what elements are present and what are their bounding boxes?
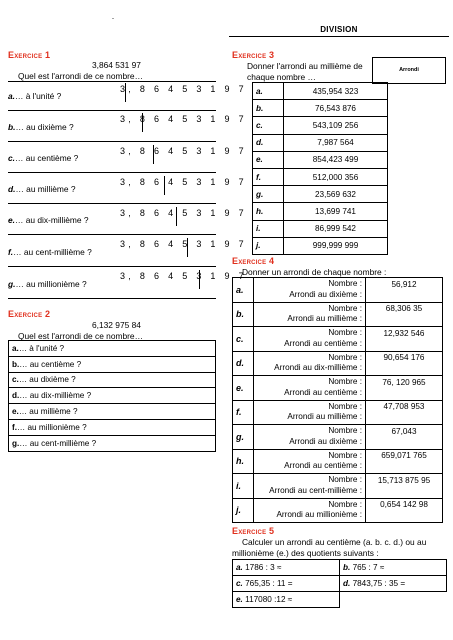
question-label: d.… au millième ? (8, 184, 76, 194)
digits-row: 3, 8 6 4 5 3 1 9 7 (120, 84, 247, 94)
digits-row: 3, 8 6 4 5 3 1 9 7 (120, 239, 247, 249)
digits-row: 3, 8 6 4 5 3 1 9 7 (120, 177, 247, 187)
exercise-2-title: Exercice 2 (8, 309, 51, 319)
row-labels: Nombre : Arrondi au centième : (254, 449, 366, 474)
exercise-3-prompt: Donner l'arrondi au millième de (247, 61, 363, 71)
row-labels: Nombre : Arrondi au millième : (254, 302, 366, 327)
table-row (253, 117, 388, 134)
table-row (233, 449, 443, 474)
rounding-bar (176, 207, 177, 226)
row-key: d. (253, 134, 284, 151)
question-label: b.… au dixième ? (8, 122, 74, 132)
exercise-1-title: Exercice 1 (8, 50, 51, 60)
digits-row: 3, 8 6 4 5 3 1 9 7 (120, 208, 247, 218)
row-value: 15,713 875 95 (366, 474, 443, 499)
table-row (233, 327, 443, 352)
row-divider (8, 234, 216, 235)
table-row (253, 203, 388, 220)
row-divider (8, 298, 216, 299)
row-key: b. (233, 302, 254, 327)
exercise-2-number: 6,132 975 84 (92, 320, 141, 330)
rounding-bar (125, 83, 126, 102)
question-cell: a.… à l'unité ? (9, 341, 216, 357)
question-label: c.… au centième ? (8, 153, 79, 163)
row-value: 76,543 876 (284, 100, 388, 117)
rounding-bar (187, 238, 188, 257)
row-key: j. (233, 498, 254, 523)
row-labels: Nombre : Arrondi au dixième : (254, 278, 366, 303)
row-key: h. (253, 203, 284, 220)
quotient-cell: a. 1786 : 3 ≈ (233, 560, 340, 576)
row-labels: Nombre : Arrondi au millionième : (254, 498, 366, 523)
question-cell: b.… au centième ? (9, 356, 216, 372)
table-row (9, 404, 216, 420)
row-value: 47,708 953 (366, 400, 443, 425)
table-row (9, 372, 216, 388)
table-row (233, 400, 443, 425)
exercise-3-table (252, 82, 388, 255)
question-label: e.… au dix-millième ? (8, 215, 89, 225)
row-value: 0,654 142 98 (366, 498, 443, 523)
row-key: g. (253, 186, 284, 203)
row-key: j. (253, 237, 284, 254)
page-title: DIVISION (229, 25, 449, 37)
digits-row: 3, 8 6 4 5 3 1 9 7 (120, 271, 247, 281)
row-key: d. (233, 351, 254, 376)
exercise-5-prompt: Calculer un arrondi au centième (a. b. c. d.) ou au (242, 537, 427, 547)
row-key: i. (233, 474, 254, 499)
rounding-bar (153, 145, 154, 164)
question-cell: f.… au millionième ? (9, 419, 216, 435)
exercise-5-title: Exercice 5 (232, 526, 275, 536)
table-row (253, 168, 388, 185)
table-row (233, 376, 443, 401)
table-row (233, 425, 443, 450)
table-row (233, 498, 443, 523)
exercise-3-prompt-2: chaque nombre … (247, 72, 316, 82)
arrondi-box: Arrondi (372, 57, 446, 84)
table-row (233, 351, 443, 376)
row-key: b. (253, 100, 284, 117)
row-value: 86,999 542 (284, 220, 388, 237)
row-labels: Nombre : Arrondi au dixième : (254, 425, 366, 450)
question-cell: c.… au dixième ? (9, 372, 216, 388)
table-row (233, 576, 447, 592)
table-row (9, 419, 216, 435)
row-divider (8, 172, 216, 173)
row-labels: Nombre : Arrondi au centième : (254, 327, 366, 352)
table-row (253, 237, 388, 254)
rounding-bar (164, 176, 165, 195)
quotient-cell: e. 117080 :12 ≈ (233, 592, 340, 608)
exercise-2-table (8, 340, 216, 452)
row-key: e. (233, 376, 254, 401)
table-row (253, 220, 388, 237)
row-value: 90,654 176 (366, 351, 443, 376)
quotient-cell: d. 7843,75 : 35 = (340, 576, 447, 592)
digits-row: 3, 8 6 4 5 3 1 9 7 (120, 114, 247, 124)
row-key: a. (253, 83, 284, 100)
row-divider (8, 110, 216, 111)
row-value: 512,000 356 (284, 168, 388, 185)
row-value: 68,306 35 (366, 302, 443, 327)
row-key: f. (253, 168, 284, 185)
table-row (233, 474, 443, 499)
row-labels: Nombre : Arrondi au dix-millième : (254, 351, 366, 376)
question-label: f.… au cent-millième ? (8, 247, 92, 257)
quotient-cell: c. 765,35 : 11 = (233, 576, 340, 592)
table-row (253, 100, 388, 117)
row-value: 12,932 546 (366, 327, 443, 352)
exercise-5-prompt-2: millionième (e.) des quotients suivants : (232, 548, 379, 558)
row-key: h. (233, 449, 254, 474)
table-row (9, 341, 216, 357)
table-row (9, 388, 216, 404)
question-cell: g.… au cent-millième ? (9, 435, 216, 451)
quotient-cell: b. 765 : 7 ≈ (340, 560, 447, 576)
question-cell: d.… au dix-millième ? (9, 388, 216, 404)
row-value: 7,987 564 (284, 134, 388, 151)
exercise-2-prompt: Quel est l'arrondi de ce nombre… (18, 331, 143, 341)
exercise-4-title: Exercice 4 (232, 256, 275, 266)
rounding-bar (199, 270, 200, 289)
exercise-4-prompt: Donner un arrondi de chaque nombre : (242, 267, 387, 277)
row-value: 76, 120 965 (366, 376, 443, 401)
question-cell: e.… au millième ? (9, 404, 216, 420)
exercise-1-prompt: Quel est l'arrondi de ce nombre… (18, 71, 143, 81)
row-key: e. (253, 151, 284, 168)
table-row (9, 435, 216, 451)
row-value: 999,999 999 (284, 237, 388, 254)
table-row (233, 278, 443, 303)
question-label: a.… à l'unité ? (8, 91, 62, 101)
table-row (253, 83, 388, 100)
row-key: c. (253, 117, 284, 134)
row-divider (8, 141, 216, 142)
row-value: 56,912 (366, 278, 443, 303)
row-value: 659,071 765 (366, 449, 443, 474)
row-value: 854,423 499 (284, 151, 388, 168)
row-divider (8, 203, 216, 204)
row-value: 23,569 632 (284, 186, 388, 203)
row-value: 67,043 (366, 425, 443, 450)
table-row (233, 560, 447, 576)
header-tick: - (112, 16, 114, 22)
exercise-3-title: Exercice 3 (232, 50, 275, 60)
row-value: 543,109 256 (284, 117, 388, 134)
table-row (233, 302, 443, 327)
table-row (9, 356, 216, 372)
question-label: g.… au millionième ? (8, 279, 87, 289)
row-key: i. (253, 220, 284, 237)
exercise-5-table (232, 559, 447, 608)
exercise-1-divider (8, 81, 216, 82)
digits-row: 3, 8 6 4 5 3 1 9 7 (120, 146, 247, 156)
row-divider (8, 266, 216, 267)
row-value: 13,699 741 (284, 203, 388, 220)
exercise-1-number: 3,864 531 97 (92, 60, 141, 70)
row-labels: Nombre : Arrondi au centième : (254, 376, 366, 401)
row-value: 435,954 323 (284, 83, 388, 100)
table-row (253, 151, 388, 168)
table-row (233, 592, 447, 608)
row-labels: Nombre : Arrondi au millième : (254, 400, 366, 425)
exercise-4-table (232, 277, 443, 523)
row-key: g. (233, 425, 254, 450)
row-key: f. (233, 400, 254, 425)
row-labels: Nombre : Arrondi au cent-millième : (254, 474, 366, 499)
rounding-bar (142, 113, 143, 132)
row-key: a. (233, 278, 254, 303)
row-key: c. (233, 327, 254, 352)
table-row (253, 186, 388, 203)
table-row (253, 134, 388, 151)
